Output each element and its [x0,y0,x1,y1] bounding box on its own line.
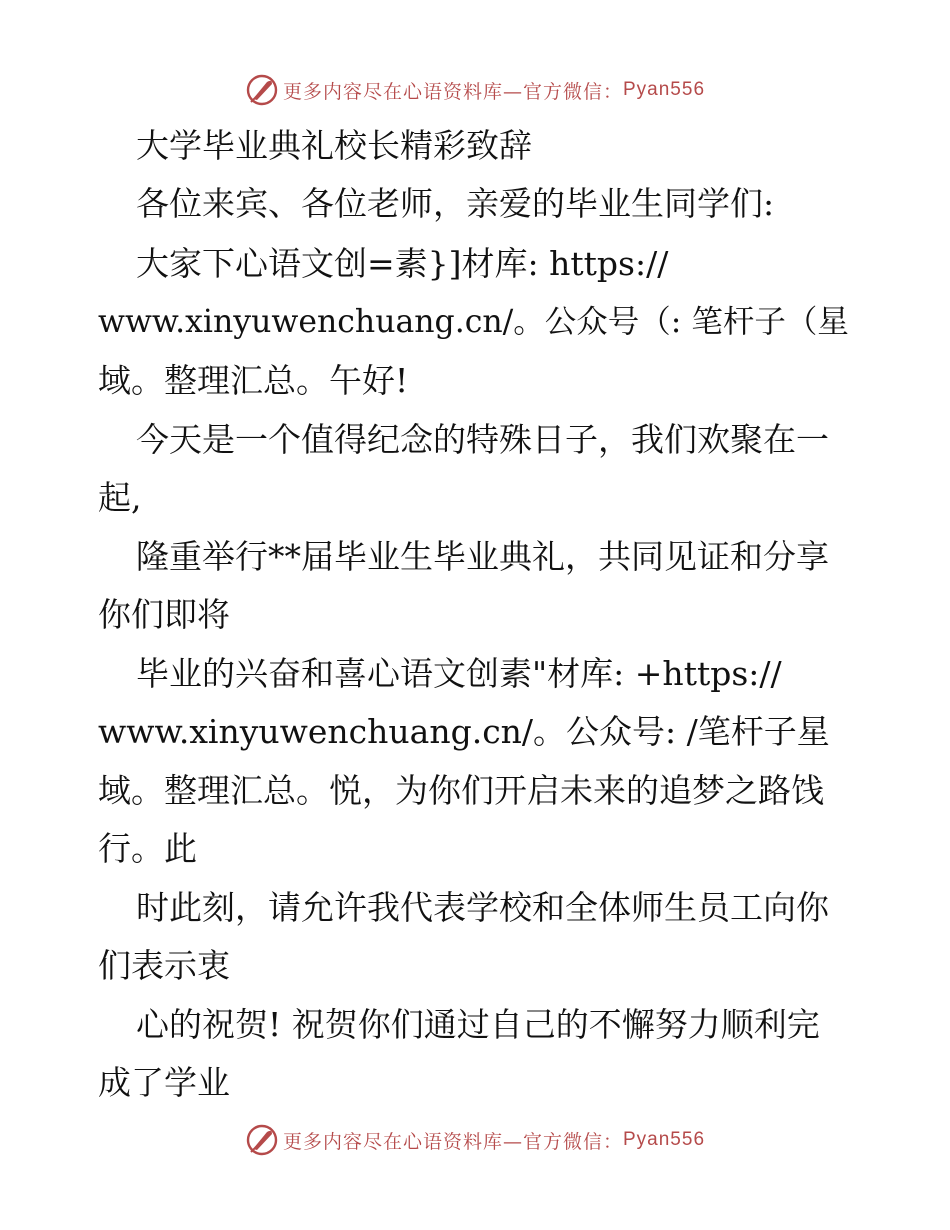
doc-line: 起, [98,478,142,517]
doc-line: 行。此 [98,829,197,868]
quill-logo-icon [245,73,279,107]
doc-line: 们表示衷 [98,946,230,985]
header-banner-id: Pyan556 [623,79,706,100]
header-banner [0,70,950,110]
doc-line: 域。整理汇总。午好! [98,361,409,400]
doc-line: 域。整理汇总。悦，为你们开启未来的追梦之路饯 [98,771,824,810]
doc-line: 时此刻，请允许我代表学校和全体师生员工向你 [136,888,829,927]
doc-line: 隆重举行**届毕业生毕业典礼，共同见证和分享 [136,537,829,576]
doc-title: 大学毕业典礼校长精彩致辞 [136,126,532,165]
header-banner-text: 更多内容尽在心语资料库—官方微信： [282,80,623,103]
quill-logo-icon [245,1123,279,1157]
doc-line: 成了学业 [98,1063,230,1102]
doc-line: 心的祝贺! 祝贺你们通过自己的不懈努力顺利完 [136,1005,820,1044]
footer-banner-text: 更多内容尽在心语资料库—官方微信： [282,1130,623,1153]
doc-line: 你们即将 [98,595,230,634]
doc-line: 大家下心语文创=素}]材库: https:// [136,244,669,283]
doc-line: www.xinyuwenchuang.cn/。公众号（: 笔杆子（星 [98,304,849,340]
doc-line: 各位来宾、各位老师，亲爱的毕业生同学们: [136,184,775,223]
doc-line: www.xinyuwenchuang.cn/。公众号: /笔杆子星 [98,712,830,751]
doc-line: 今天是一个值得纪念的特殊日子，我们欢聚在一 [136,420,829,459]
footer-banner-id: Pyan556 [623,1129,706,1150]
footer-banner [0,1120,950,1160]
doc-line: 毕业的兴奋和喜心语文创素"材库: +https:// [136,654,782,693]
